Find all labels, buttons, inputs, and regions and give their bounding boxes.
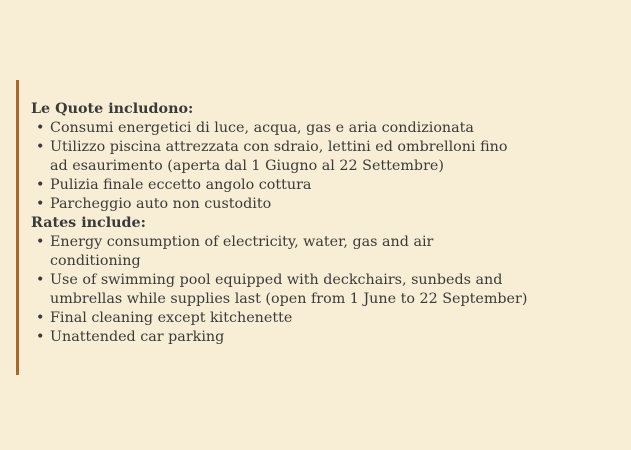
- italian-list: [31, 119, 631, 214]
- bullet-icon: •: [36, 139, 45, 155]
- list-item: • Final cleaning except kitchenette: [36, 310, 293, 326]
- list-item: • Parcheggio auto non custodito: [36, 196, 272, 212]
- bullet-icon: •: [36, 329, 45, 345]
- bullet-icon: •: [36, 310, 45, 326]
- list-item: • Unattended car parking: [36, 329, 225, 345]
- bullet-icon: •: [36, 272, 45, 288]
- rates-content: [31, 100, 631, 347]
- bullet-icon: •: [36, 177, 45, 193]
- list-item: • Pulizia finale eccetto angolo cottura: [36, 177, 312, 193]
- list-item: • Consumi energetici di luce, acqua, gas e aria condizionata: [36, 120, 474, 136]
- accent-bar: [16, 80, 19, 375]
- list-item: • Utilizzo piscina attrezzata con sdraio, lettini ed ombrelloni fino ad esaurimento (aperta dal 1 Giugno al 22 Settembre): [36, 139, 508, 174]
- english-list: [31, 233, 631, 347]
- list-item: • Energy consumption of electricity, water, gas and air conditioning: [36, 234, 434, 269]
- bullet-icon: •: [36, 120, 45, 136]
- bullet-icon: •: [36, 234, 45, 250]
- english-heading: Rates include:: [31, 215, 146, 231]
- italian-heading: Le Quote includono:: [31, 101, 194, 117]
- list-item: • Use of swimming pool equipped with deckchairs, sunbeds and umbrellas while supplies last (open from 1 June to 22 September): [36, 272, 528, 307]
- bullet-icon: •: [36, 196, 45, 212]
